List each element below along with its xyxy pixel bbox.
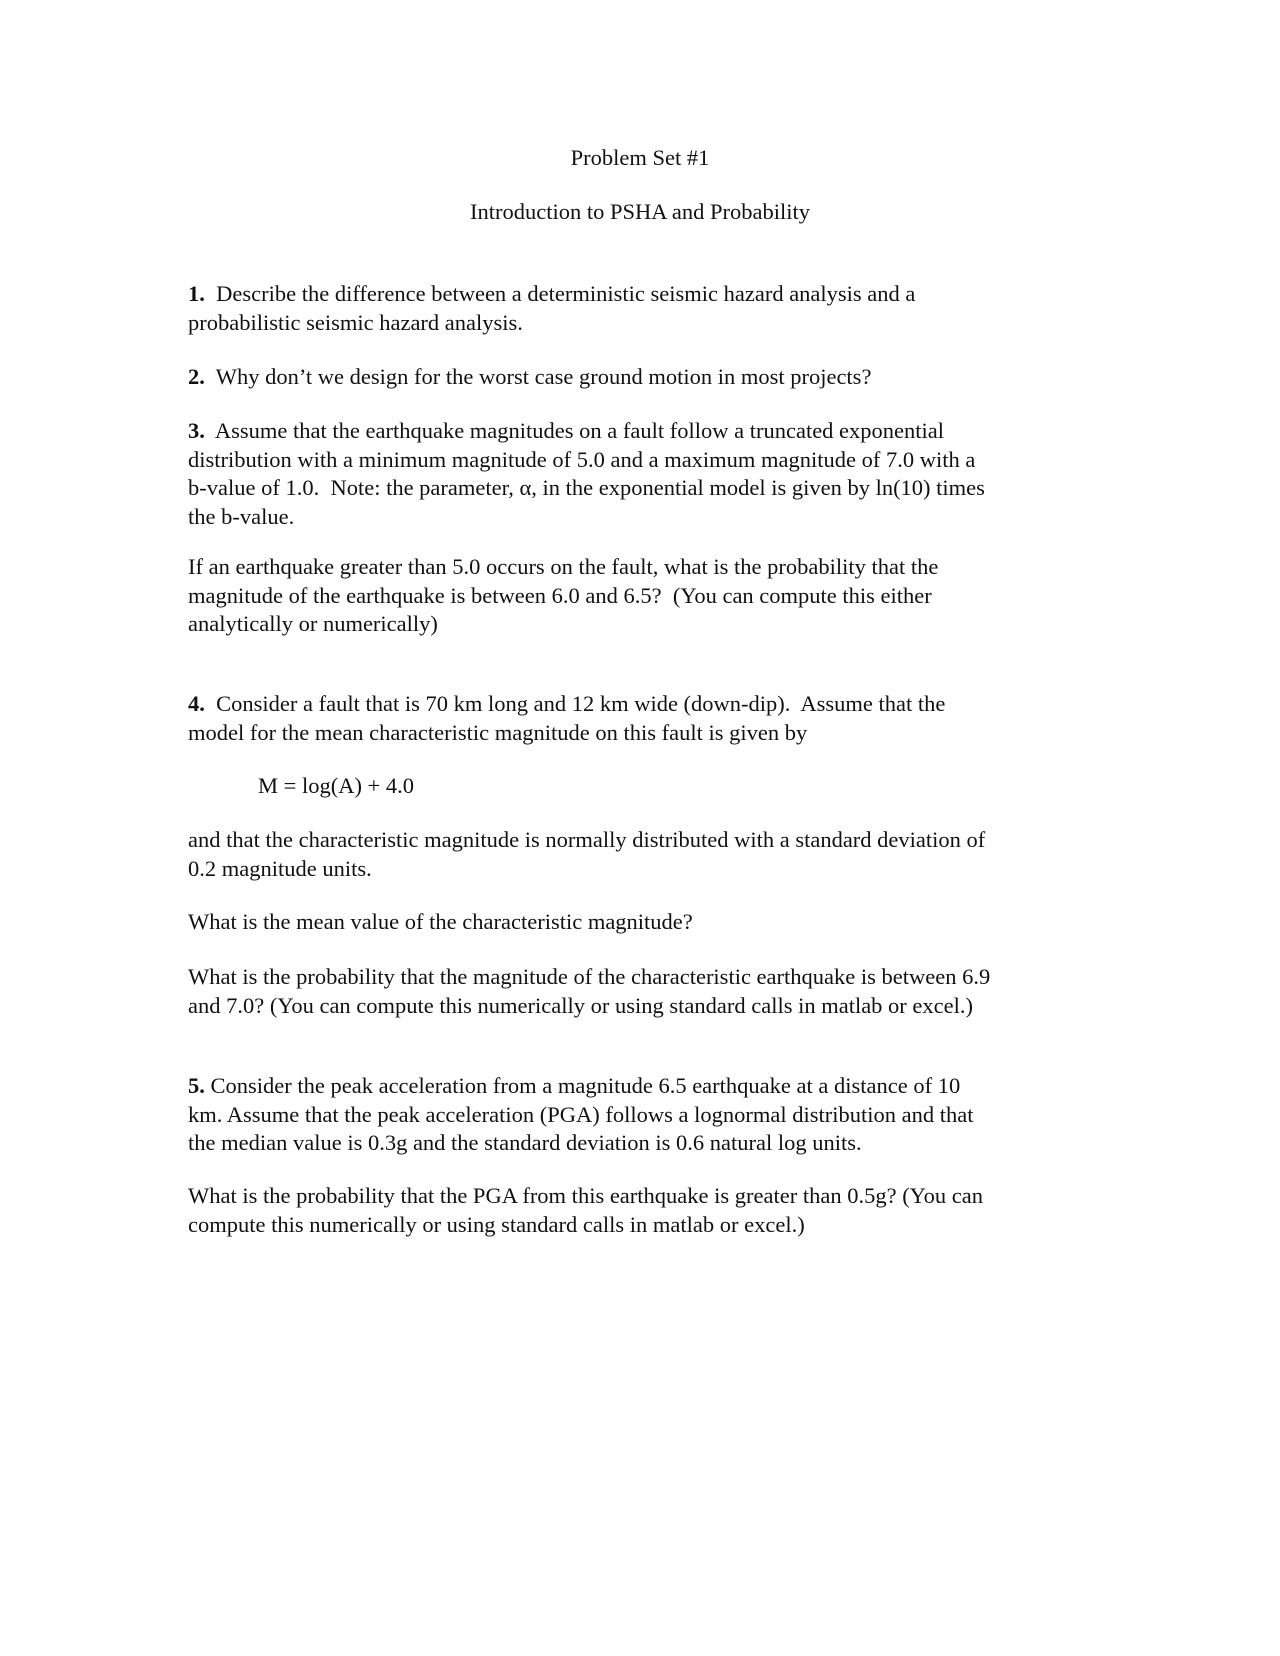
problem-1-line-2: probabilistic seismic hazard analysis. bbox=[188, 309, 523, 335]
problem-3 bbox=[188, 417, 1088, 531]
problem-4-question-a-line: What is the mean value of the characteristic magnitude? bbox=[188, 909, 693, 934]
page-subtitle: Introduction to PSHA and Probability bbox=[470, 199, 810, 224]
problem-4-question-b-line-2: and 7.0? (You can compute this numerically or using standard calls in matlab or excel.) bbox=[188, 992, 974, 1018]
problem-1-line-1: 1. Describe the difference between a deterministic seismic hazard analysis and a bbox=[188, 281, 916, 306]
problem-5-line-3: the median value is 0.3g and the standard deviation is 0.6 natural log units. bbox=[188, 1130, 862, 1155]
equation: M = log(A) + 4.0 bbox=[258, 773, 414, 798]
problem-3-question bbox=[188, 553, 1088, 639]
problem-4-question-b bbox=[188, 963, 1088, 1020]
problem-5-question bbox=[188, 1182, 1088, 1239]
problem-4-question-b-line-1: What is the probability that the magnitude of the characteristic earthquake is between 6.9 bbox=[188, 964, 991, 989]
problem-4-line-2: model for the mean characteristic magnitude on this fault is given by bbox=[188, 719, 808, 745]
page-title: Problem Set #1 bbox=[570, 145, 710, 170]
problem-number: 4. bbox=[188, 691, 205, 716]
problem-number: 3. bbox=[188, 418, 205, 443]
problem-3-question-line-1: If an earthquake greater than 5.0 occurs on the fault, what is the probability that the bbox=[188, 554, 939, 579]
problem-number: 2. bbox=[188, 364, 205, 389]
problem-number: 5. bbox=[188, 1073, 205, 1098]
problem-3-line-1: 3. Assume that the earthquake magnitudes on a fault follow a truncated exponential bbox=[188, 418, 945, 443]
problem-4-continued bbox=[188, 826, 1088, 883]
problem-3-line-4: the b-value. bbox=[188, 503, 295, 529]
problem-2 bbox=[188, 363, 1088, 392]
problem-1 bbox=[188, 280, 1088, 337]
problem-3-line-3: b-value of 1.0. Note: the parameter, α, in the exponential model is given by ln(10) times bbox=[188, 475, 985, 500]
problem-3-question-line-2: magnitude of the earthquake is between 6.0 and 6.5? (You can compute this either bbox=[188, 582, 932, 608]
problem-5 bbox=[188, 1072, 1088, 1158]
problem-5-question-line-2: compute this numerically or using standard calls in matlab or excel.) bbox=[188, 1211, 805, 1237]
problem-5-line-2: km. Assume that the peak acceleration (PGA) follows a lognormal distribution and that bbox=[188, 1101, 974, 1127]
problem-4-question-a bbox=[188, 908, 1088, 937]
problem-number: 1. bbox=[188, 281, 205, 306]
problem-4-equation bbox=[258, 772, 1158, 801]
problem-2-line-1: 2. Why don’t we design for the worst case ground motion in most projects? bbox=[188, 364, 872, 389]
problem-5-line-1: 5. Consider the peak acceleration from a magnitude 6.5 earthquake at a distance of 10 bbox=[188, 1073, 961, 1098]
problem-5-question-line-1: What is the probability that the PGA from this earthquake is greater than 0.5g? (You can bbox=[188, 1183, 984, 1208]
problem-3-question-line-3: analytically or numerically) bbox=[188, 611, 438, 636]
problem-3-line-2: distribution with a minimum magnitude of 5.0 and a maximum magnitude of 7.0 with a bbox=[188, 446, 976, 472]
problem-4-after-line-1: and that the characteristic magnitude is normally distributed with a standard deviation of bbox=[188, 827, 986, 852]
problem-4-line-1: 4. Consider a fault that is 70 km long and 12 km wide (down-dip). Assume that the bbox=[188, 691, 946, 716]
problem-4-after-line-2: 0.2 magnitude units. bbox=[188, 855, 372, 881]
problem-4 bbox=[188, 690, 1088, 747]
